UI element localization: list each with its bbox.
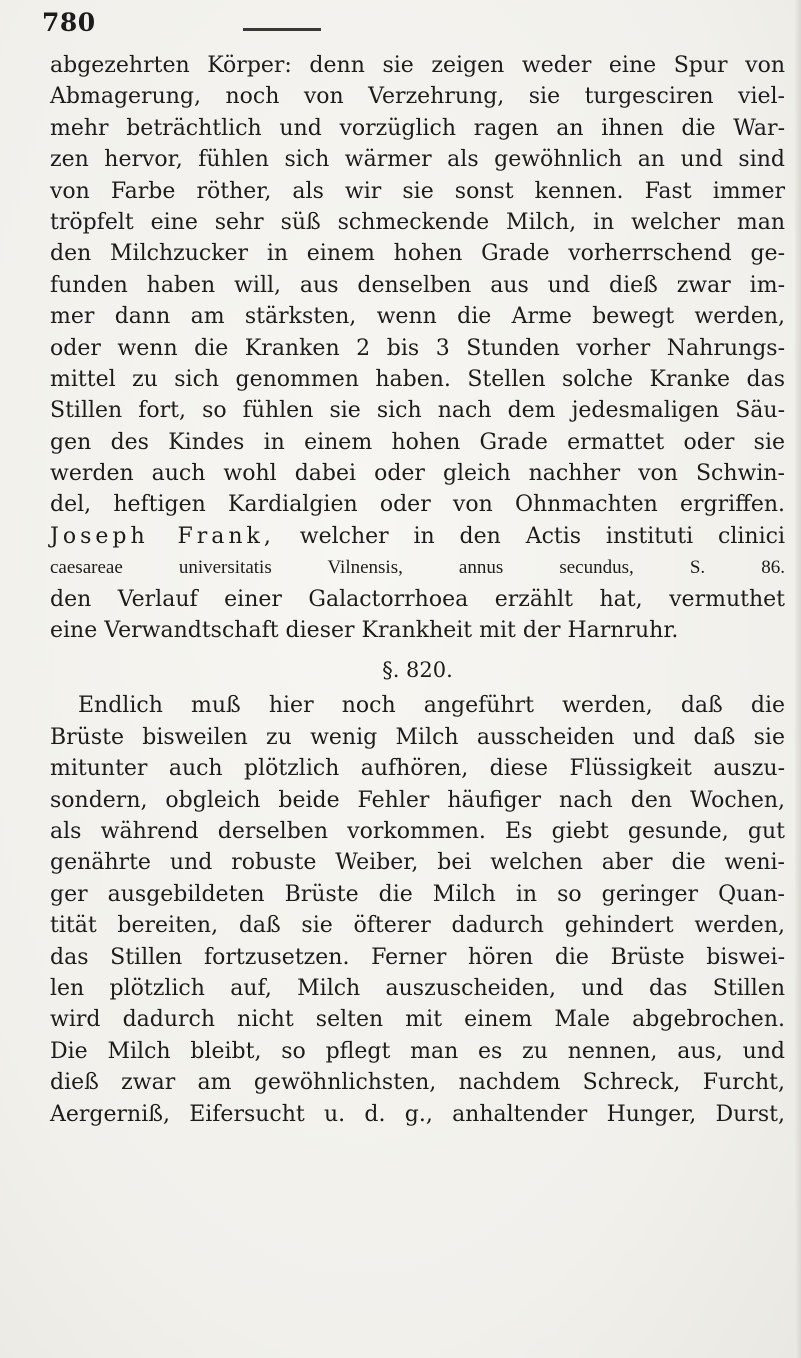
page-edge xyxy=(795,0,801,1358)
page-number: 780 xyxy=(42,8,96,37)
text-line: Stillen fort, so fühlen sie sich nach dem jedesmaligen Säu- xyxy=(50,398,785,424)
text-line: caesareae universitatis Vilnensis, annus secundus, S. 86. xyxy=(50,557,785,579)
text-line: mittel zu sich genommen haben. Stellen solche Kranke das xyxy=(50,366,785,392)
text-line: Die Milch bleibt, so pflegt man es zu nennen, aus, und xyxy=(50,1038,785,1064)
text-line: tröpfelt eine sehr süß schmeckende Milch, in welcher man xyxy=(50,209,785,235)
text-line: Endlich muß hier noch angeführt werden, daß die xyxy=(78,693,785,719)
text-line: len plötzlich auf, Milch auszuscheiden, und das Stillen xyxy=(50,975,785,1001)
text-line: abgezehrten Körper: denn sie zeigen weder eine Spur von xyxy=(50,53,785,78)
text-line: mer dann am stärksten, wenn die Arme bewegt werden, xyxy=(50,304,785,330)
text-line: von Farbe röther, als wir sie sonst kennen. Fast immer xyxy=(50,178,785,204)
text-line: Joseph Frank, welcher in den Actis instituti clinici xyxy=(50,523,785,549)
text-line: eine Verwandtschaft dieser Krankheit mit der Harnruhr. xyxy=(50,618,679,644)
header-rule xyxy=(243,28,321,31)
section-heading: §. 820. xyxy=(382,658,453,683)
text-line: funden haben will, aus denselben aus und dieß zwar im- xyxy=(50,272,785,298)
text-line: mehr beträchtlich und vorzüglich ragen an ihnen die War- xyxy=(50,115,785,141)
text-line: ger ausgebildeten Brüste die Milch in so geringer Quan- xyxy=(50,881,785,907)
text-line: zen hervor, fühlen sich wärmer als gewöhnlich an und sind xyxy=(50,147,785,173)
text-line: gen des Kindes in einem hohen Grade ermattet oder sie xyxy=(50,429,785,455)
text-line: Aergerniß, Eifersucht u. d. g., anhaltender Hunger, Durst, xyxy=(50,1101,785,1127)
text-line: sondern, obgleich beide Fehler häufiger nach den Wochen, xyxy=(50,787,785,813)
text-line: genährte und robuste Weiber, bei welchen aber die weni- xyxy=(50,850,785,876)
text-line: werden auch wohl dabei oder gleich nachher von Schwin- xyxy=(50,461,785,487)
text-line: tität bereiten, daß sie öfterer dadurch gehindert werden, xyxy=(50,913,785,939)
text-line: den Milchzucker in einem hohen Grade vorherrschend ge- xyxy=(50,241,785,267)
text-line: Brüste bisweilen zu wenig Milch ausscheiden und daß sie xyxy=(50,724,785,750)
body-text xyxy=(50,50,785,1130)
author-name: Joseph Frank, xyxy=(50,523,275,549)
text-line: den Verlauf einer Galactorrhoea erzählt hat, vermuthet xyxy=(50,586,785,612)
text-line: als während derselben vorkommen. Es giebt gesunde, gut xyxy=(50,818,785,844)
text-line: wird dadurch nicht selten mit einem Male abgebrochen. xyxy=(50,1007,785,1033)
text-line: Abmagerung, noch von Verzehrung, sie turgesciren viel- xyxy=(50,84,785,110)
text-line: das Stillen fortzusetzen. Ferner hören die Brüste biswei- xyxy=(50,944,785,970)
text-line: oder wenn die Kranken 2 bis 3 Stunden vorher Nahrungs- xyxy=(50,335,785,361)
text-line: del, heftigen Kardialgien oder von Ohnmachten ergriffen. xyxy=(50,492,785,518)
text-line: dieß zwar am gewöhnlichsten, nachdem Schreck, Furcht, xyxy=(50,1070,785,1096)
text-line: mitunter auch plötzlich aufhören, diese Flüssigkeit auszu- xyxy=(50,756,785,782)
